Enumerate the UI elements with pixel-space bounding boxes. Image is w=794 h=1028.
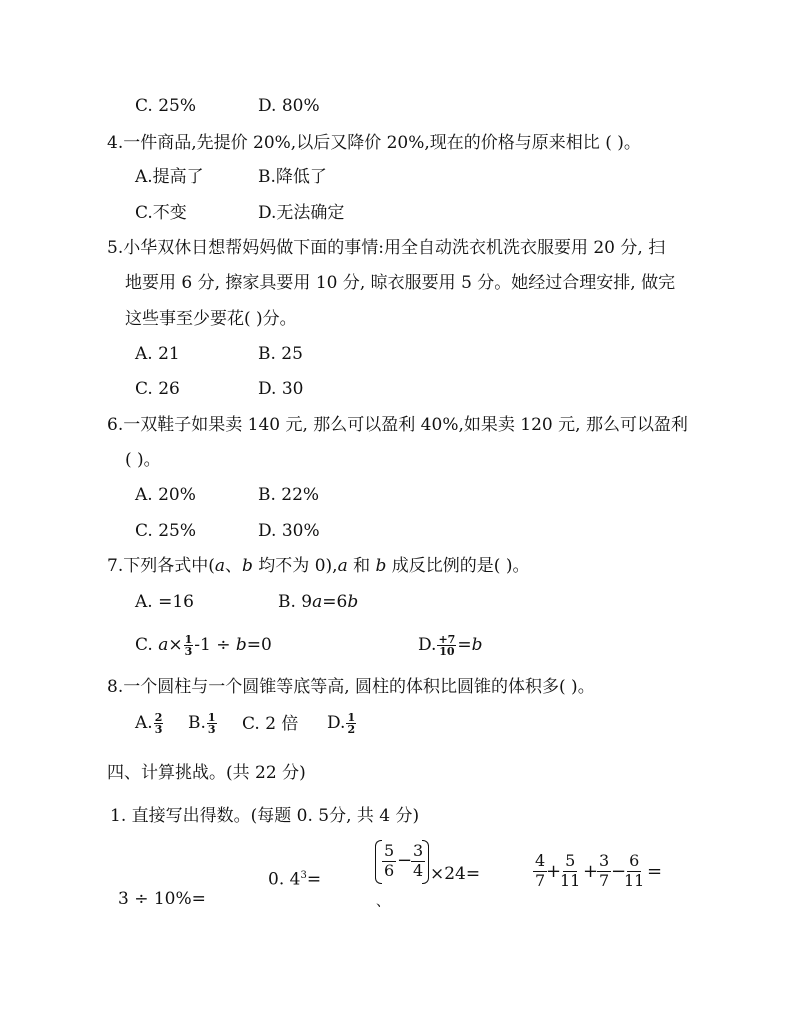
fraction-6-11: 6 11 [624,851,645,890]
q3-option-c: C. 25% [135,96,196,116]
q6-option-c: C. 25% [135,521,196,541]
expr-power: 0. $4^3=$ [268,869,322,890]
q6-option-d: D. 30% [258,521,320,541]
q4-option-a: A.提高了 [135,167,204,187]
q8-option-b-fraction: $\frac{1}{3}$ [207,711,216,736]
q7-stem: 7.下列各式中(a、b 均不为 0),a 和 b 成反比例的是( )。 [107,556,530,576]
q4-stem: 4.一件商品,先提价 20%,以后又降价 20%,现在的价格与原来相比 ( )。 [107,133,641,153]
right-paren [422,840,429,884]
q4-option-b: B.降低了 [258,167,327,187]
q8-stem: 8.一个圆柱与一个圆锥等底等高, 圆柱的体积比圆锥的体积多( )。 [107,677,595,697]
fraction-3-4: 3 4 [413,841,424,880]
q8-option-d-fraction: $\frac{1}{2}$ [347,711,356,736]
q5-stem-line1: 5.小华双休日想帮妈妈做下面的事情:用全自动洗衣机洗衣服要用 20 分, 扫 [107,238,666,258]
equals-sign: = [647,861,663,882]
plus-sign: + [546,861,562,882]
fraction-3-7: 3 7 [599,851,610,890]
q6-stem-line2: ( )。 [125,450,161,470]
q5-option-b: B. 25 [258,344,303,364]
times-24: ×24= [430,864,481,884]
q5-option-a: A. 21 [135,344,180,364]
fraction-5-6: 5 6 [384,841,395,880]
left-paren [375,840,382,884]
minus-sign: − [397,850,413,871]
q8-option-b: B. $\frac{1}{3}$ [188,711,216,736]
q7-option-c: C. a× $\frac{1}{3}$ -1 ÷ b=0 [135,633,272,658]
q6-option-a: A. 20% [135,485,196,505]
q6-stem-line1: 6.一双鞋子如果卖 140 元, 那么可以盈利 40%,如果卖 120 元, 那么可以盈利 [107,415,688,435]
q5-option-d: D. 30 [258,379,304,399]
expr-division: 3 ÷ 10%= [118,889,206,909]
q5-option-c: C. 26 [135,379,180,399]
fraction-4-7: 4 7 [535,851,546,890]
q7-option-b: B. 9a=6b [278,592,359,612]
q8-option-a: A. $\frac{2}{3}$ [135,711,163,736]
q4-option-c: C.不变 [135,203,187,223]
section-heading: 四、计算挑战。(共 22 分) [107,763,306,783]
q7-option-d-fraction: $\frac{+7}{10}$ [438,633,456,658]
q7-option-d: D. $\frac{+7}{10}$ =b [418,633,483,658]
q3-option-d: D. 80% [258,96,320,116]
q8-option-c: C. 2 倍 [242,714,299,734]
minus-sign: − [611,861,627,882]
q7-option-a: A. =16 [135,592,194,612]
q4-option-d: D.无法确定 [258,203,345,223]
stray-mark: 、 [376,894,390,910]
subsection-heading: 1. 直接写出得数。(每题 0. 5分, 共 4 分) [110,806,420,826]
plus-sign: + [583,861,599,882]
q6-option-b: B. 22% [258,485,320,505]
q8-option-a-fraction: $\frac{2}{3}$ [154,711,163,736]
fraction-5-11: 5 11 [560,851,581,890]
q5-stem-line2: 地要用 6 分, 擦家具要用 10 分, 晾衣服要用 5 分。她经过合理安排, 做完 [125,273,676,293]
q8-option-d: D. $\frac{1}{2}$ [327,711,356,736]
q7-option-c-fraction: $\frac{1}{3}$ [184,633,193,658]
q5-stem-line3: 这些事至少要花( )分。 [125,309,297,329]
